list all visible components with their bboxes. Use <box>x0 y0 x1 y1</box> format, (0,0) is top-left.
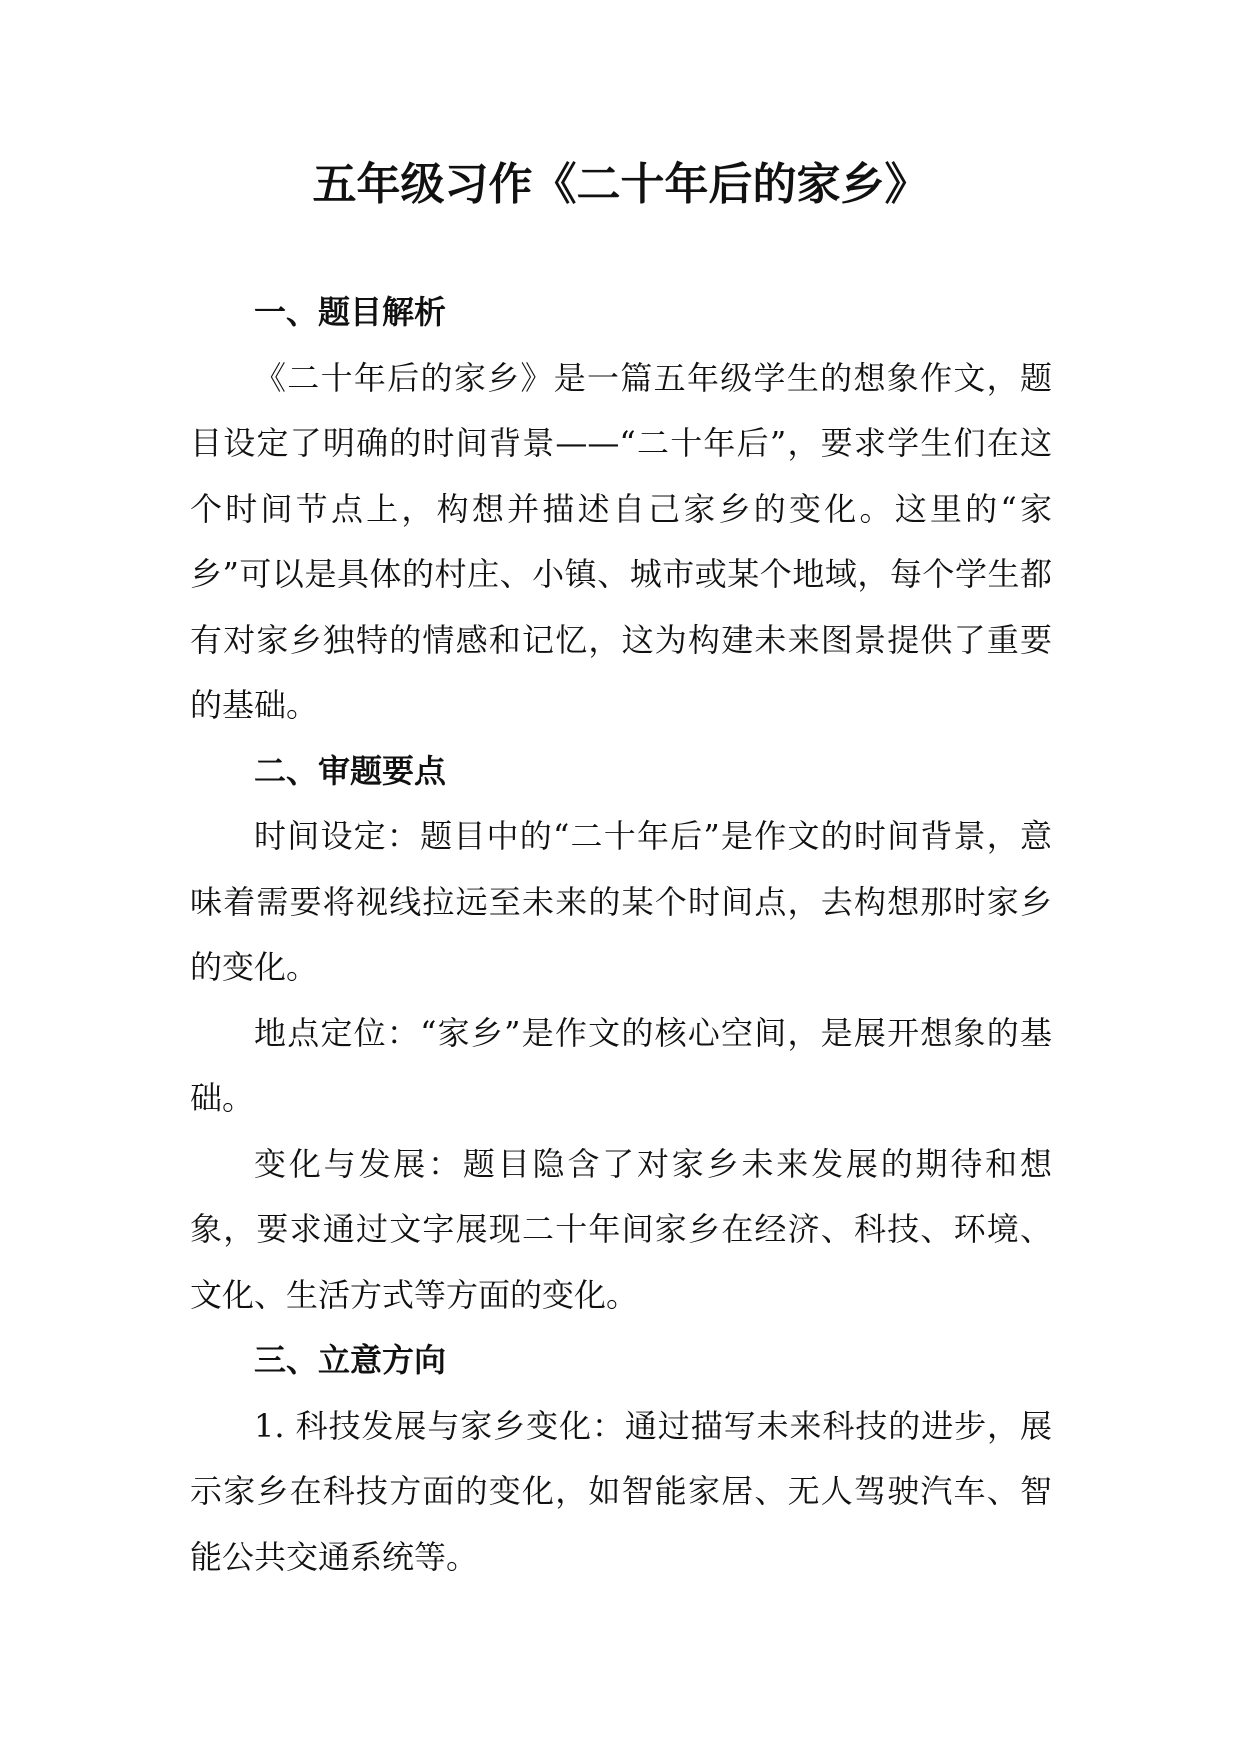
section-heading-theme-directions: 三、立意方向 <box>254 1341 447 1379</box>
section-heading-analysis: 一、题目解析 <box>254 293 447 331</box>
paragraph: 变化与发展：题目隐含了对家乡未来发展的期待和想象，要求通过文字展现二十年间家乡在经济、科技、环境、文化、生活方式等方面的变化。 <box>190 1144 1052 1314</box>
paragraph: 《二十年后的家乡》是一篇五年级学生的想象作文，题目设定了明确的时间背景——“二十年后”，要求学生们在这个时间节点上，构想并描述自己家乡的变化。这里的“家乡”可以是具体的村庄、小镇、城市或某个地域，每个学生都有对家乡独特的情感和记忆，这为构建未来图景提供了重要的基础。 <box>190 358 1052 724</box>
document-body <box>190 280 1052 1590</box>
paragraph: 1. 科技发展与家乡变化：通过描写未来科技的进步，展示家乡在科技方面的变化，如智能家居、无人驾驶汽车、智能公共交通系统等。 <box>190 1406 1052 1576</box>
section-heading-key-points: 二、审题要点 <box>254 751 447 790</box>
paragraph: 地点定位：“家乡”是作文的核心空间，是展开想象的基础。 <box>190 1013 1052 1117</box>
document-title: 五年级习作《二十年后的家乡》 <box>312 159 929 210</box>
paragraph: 时间设定：题目中的“二十年后”是作文的时间背景，意味着需要将视线拉远至未来的某个时间点，去构想那时家乡的变化。 <box>190 817 1052 986</box>
